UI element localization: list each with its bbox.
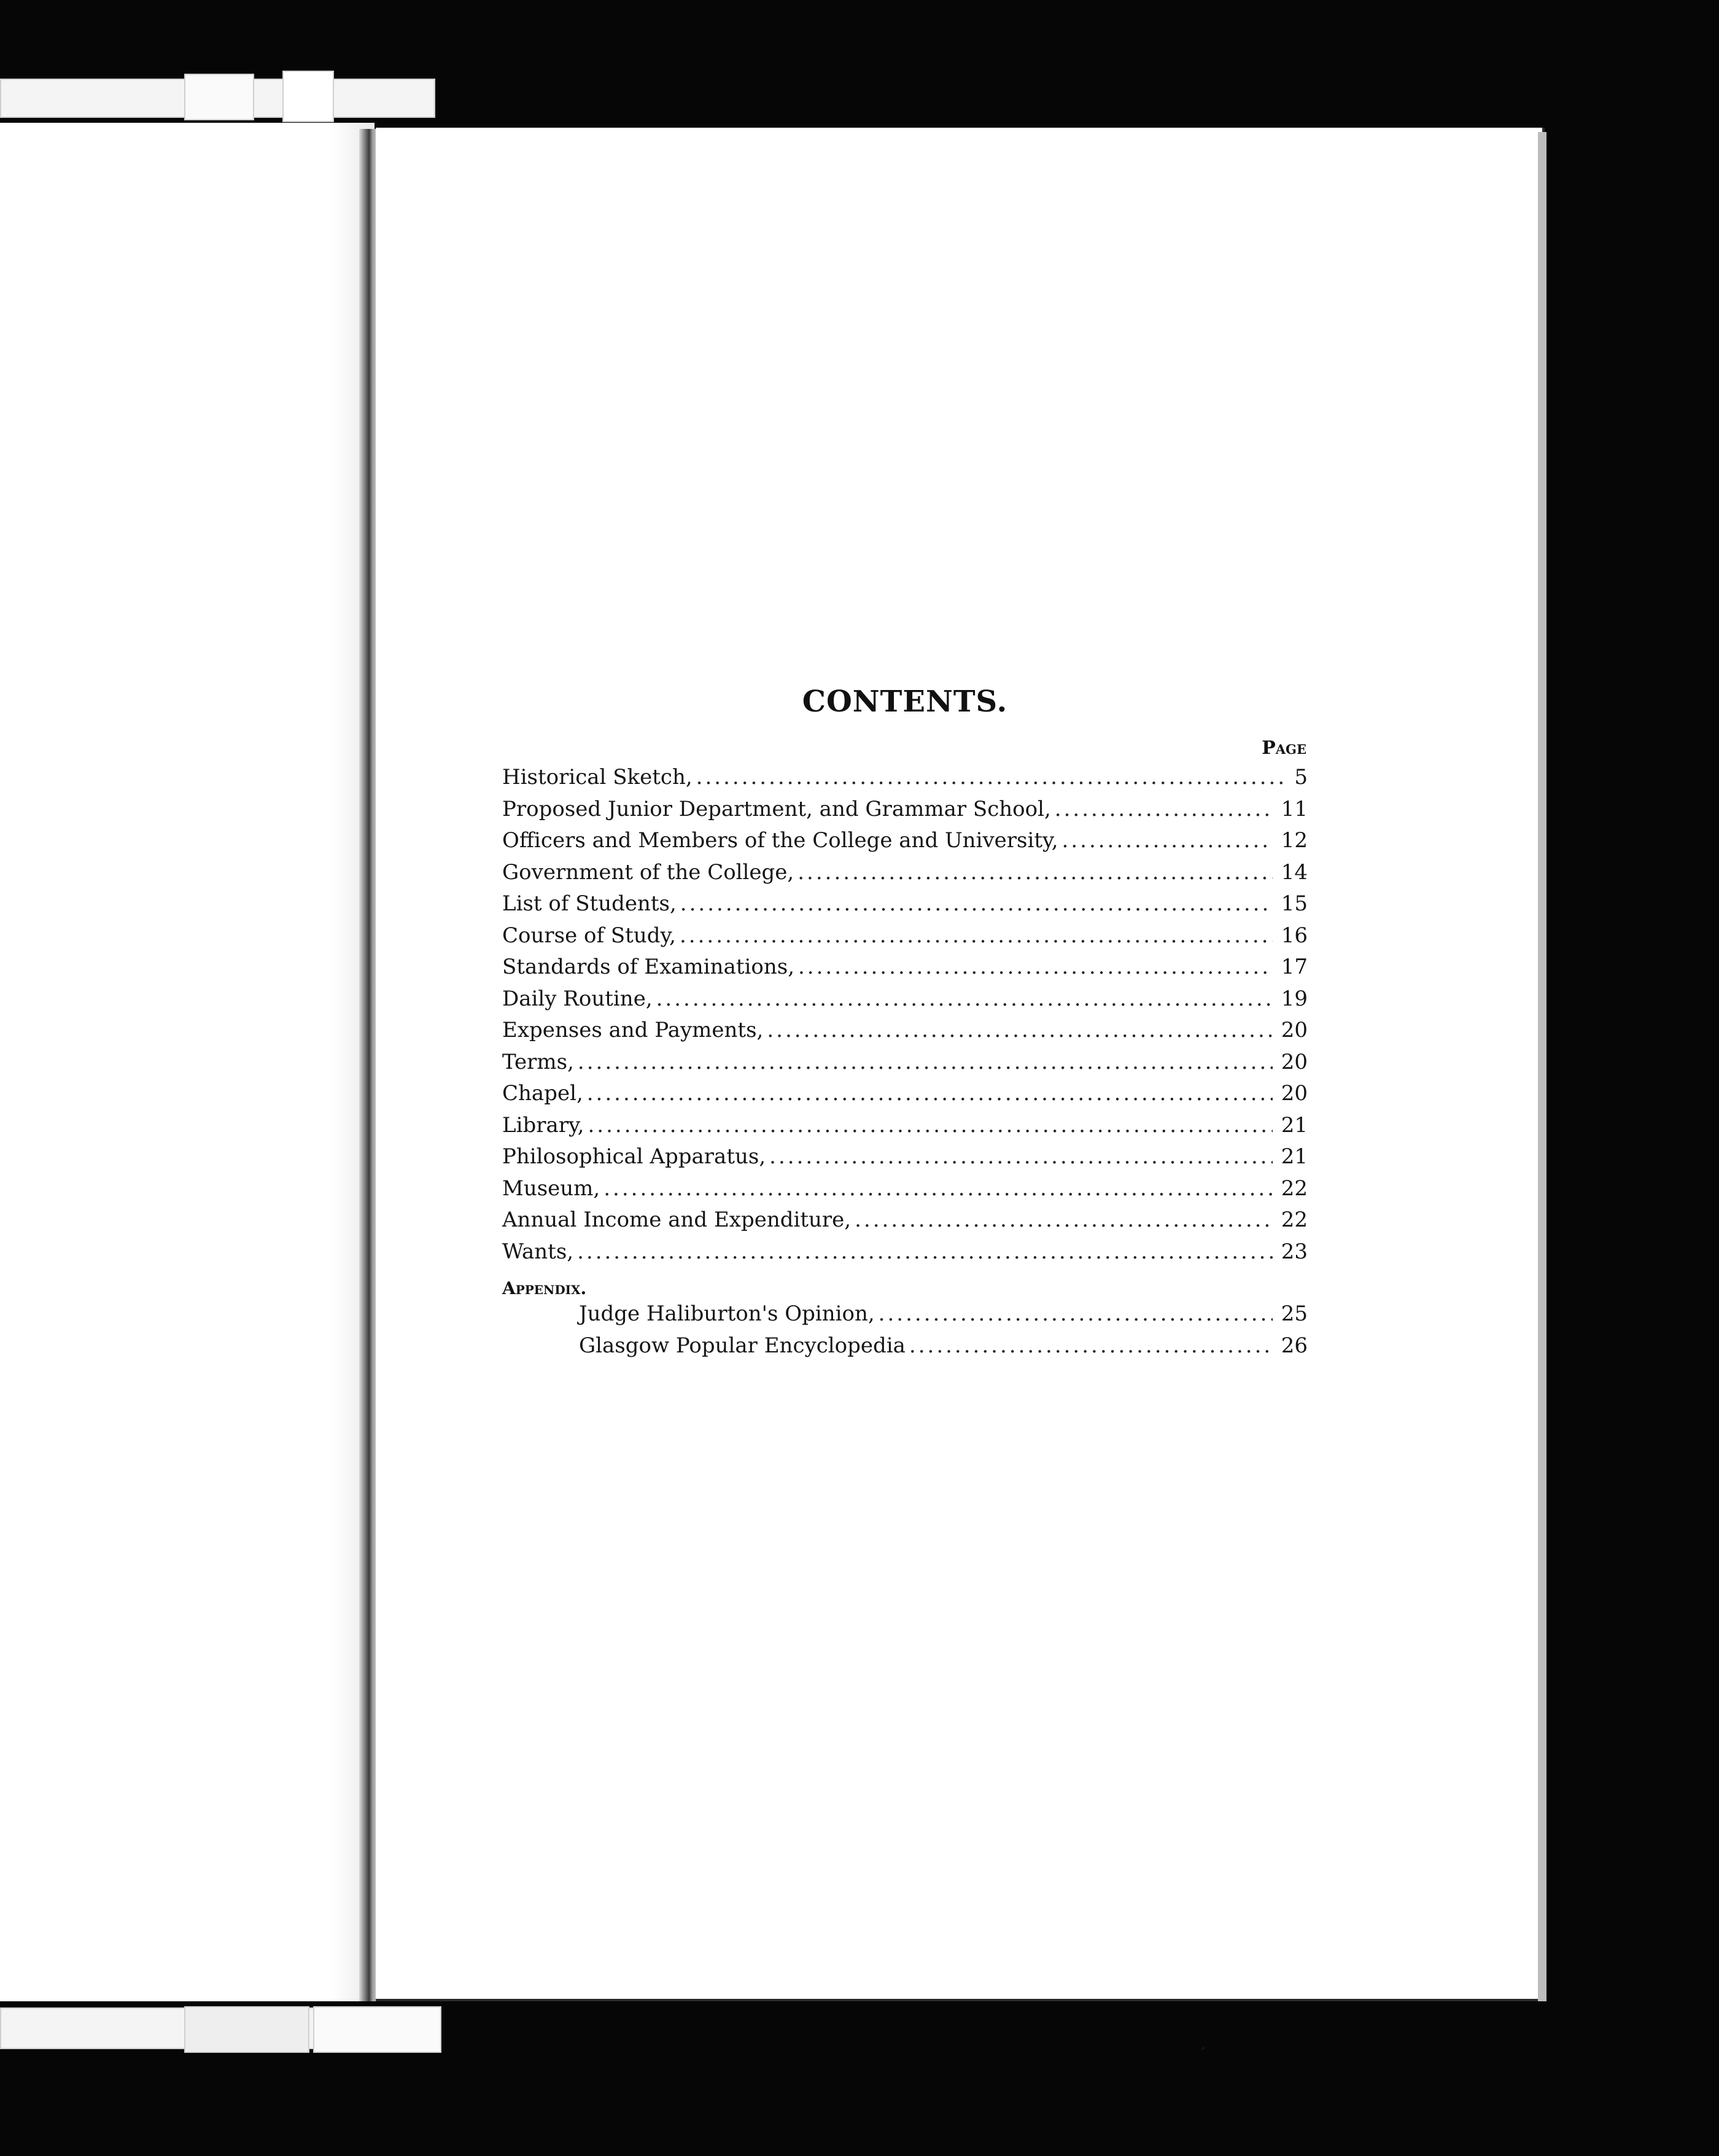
toc-leader-dots — [603, 1176, 1273, 1201]
toc-entry — [502, 828, 1308, 860]
toc-leader-dots — [680, 923, 1273, 948]
toc-entry-page: 23 — [1281, 1239, 1308, 1264]
toc-entry — [502, 1208, 1308, 1239]
toc-leader-dots — [588, 1113, 1273, 1138]
toc-leader-dots — [855, 1208, 1273, 1232]
toc-entry-page: 22 — [1281, 1176, 1308, 1201]
contents-title: CONTENTS. — [802, 684, 1008, 719]
toc-entry-label: Terms, — [502, 1049, 574, 1074]
binding-tape-bottom-piece — [313, 2006, 441, 2053]
toc-leader-dots — [577, 1239, 1273, 1264]
appendix-list — [502, 1301, 1308, 1365]
toc-entry-page: 21 — [1281, 1144, 1308, 1169]
toc-list — [502, 765, 1308, 1271]
toc-entry-label: Government of the College, — [502, 859, 794, 885]
appendix-entry-page: 26 — [1281, 1333, 1308, 1358]
toc-entry-label: Chapel, — [502, 1081, 583, 1106]
toc-entry-page: 5 — [1294, 765, 1308, 789]
toc-entry-page: 12 — [1281, 828, 1308, 853]
toc-entry — [502, 891, 1308, 923]
toc-entry — [502, 797, 1308, 829]
toc-entry-page: 19 — [1281, 986, 1308, 1011]
toc-entry — [502, 1050, 1308, 1082]
toc-entry-label: Standards of Examinations, — [502, 955, 794, 979]
toc-entry — [502, 955, 1308, 987]
appendix-entry-label: Glasgow Popular Encyclopedia — [579, 1333, 906, 1358]
toc-entry — [502, 1018, 1308, 1050]
toc-entry-label: Course of Study, — [502, 923, 676, 948]
toc-leader-dots — [578, 1050, 1273, 1074]
toc-entry-label: Philosophical Apparatus, — [502, 1144, 766, 1169]
toc-entry — [502, 765, 1308, 797]
toc-entry — [502, 987, 1308, 1018]
toc-entry — [502, 1081, 1308, 1113]
page-edge — [1538, 132, 1546, 2001]
binding-tape-bottom-piece — [184, 2006, 309, 2053]
toc-leader-dots — [680, 891, 1273, 916]
toc-entry-label: Officers and Members of the College and University, — [502, 828, 1058, 853]
toc-entry — [502, 1144, 1308, 1176]
toc-leader-dots — [767, 1018, 1272, 1042]
toc-entry-page: 15 — [1281, 891, 1308, 916]
toc-entry-page: 20 — [1281, 1081, 1308, 1106]
toc-entry-label: Wants, — [502, 1239, 574, 1264]
page-column-header: Page — [1262, 737, 1306, 759]
appendix-entry-page: 25 — [1281, 1301, 1308, 1326]
toc-entry — [502, 1113, 1308, 1145]
toc-leader-dots — [1055, 797, 1273, 821]
toc-entry-page: 21 — [1281, 1112, 1308, 1138]
toc-entry-page: 11 — [1281, 796, 1308, 821]
appendix-entry-label: Judge Haliburton's Opinion, — [579, 1301, 875, 1326]
toc-entry — [502, 923, 1308, 955]
toc-leader-dots — [696, 765, 1286, 789]
toc-entry-label: Museum, — [502, 1176, 600, 1201]
toc-entry — [502, 1176, 1308, 1208]
toc-entry-label: Daily Routine, — [502, 986, 653, 1011]
toc-entry-label: Annual Income and Expenditure, — [502, 1208, 852, 1232]
toc-entry-page: 22 — [1281, 1208, 1308, 1232]
toc-entry-label: List of Students, — [502, 891, 677, 916]
toc-leader-dots — [656, 987, 1273, 1011]
toc-leader-dots — [879, 1301, 1273, 1326]
toc-entry-label: Historical Sketch, — [502, 765, 693, 789]
toc-entry-page: 14 — [1281, 859, 1308, 885]
toc-entry-page: 16 — [1281, 923, 1308, 948]
toc-entry — [502, 860, 1308, 892]
toc-entry-page: 17 — [1281, 955, 1308, 979]
appendix-heading: Appendix. — [502, 1278, 587, 1298]
toc-leader-dots — [797, 860, 1272, 885]
toc-entry-label: Proposed Junior Department, and Grammar School, — [502, 796, 1051, 821]
toc-leader-dots — [587, 1081, 1273, 1106]
appendix-entry — [502, 1301, 1308, 1333]
toc-leader-dots — [798, 955, 1273, 979]
table-of-contents — [502, 684, 1308, 1365]
toc-leader-dots — [769, 1144, 1273, 1169]
toc-entry-label: Library, — [502, 1112, 584, 1138]
toc-leader-dots — [909, 1333, 1273, 1358]
toc-entry — [502, 1239, 1308, 1271]
binding-tape-top-piece — [184, 74, 254, 120]
toc-entry-page: 20 — [1281, 1018, 1308, 1042]
binding-tape-top-piece — [282, 71, 334, 122]
toc-leader-dots — [1062, 828, 1273, 853]
toc-entry-page: 20 — [1281, 1049, 1308, 1074]
appendix-entry — [502, 1333, 1308, 1365]
toc-entry-label: Expenses and Payments, — [502, 1018, 764, 1042]
left-page — [0, 123, 368, 2001]
